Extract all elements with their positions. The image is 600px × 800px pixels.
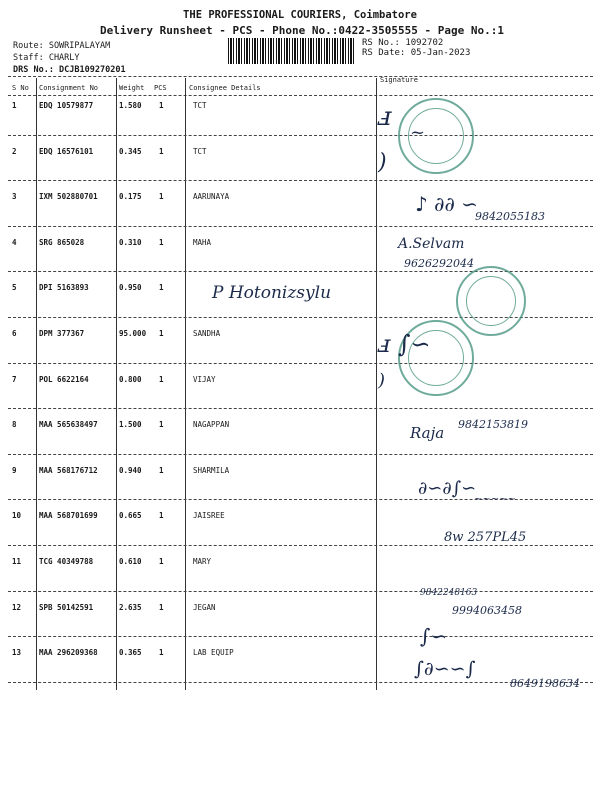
row-consignee: AARUNAYA [193,192,230,202]
row-pcs: 1 [159,146,164,156]
row-pcs: 1 [159,101,164,110]
col-divider [376,78,377,690]
handwritten-name: A.Selvam [398,236,465,252]
col-header-signature: Signature [380,76,418,84]
row-weight: 2.635 [119,602,142,612]
handwritten-phone: 9842248163 [420,588,478,598]
row-consignment-number: TCG 40349788 [39,557,94,566]
company-seal-stamp [456,266,526,336]
row-consignee: SHARMILA [193,465,230,475]
signature-scribble: ) [378,150,387,175]
row-consignment-number: DPI 5163893 [39,283,89,293]
row-serial-number: 7 [12,374,17,384]
row-weight: 1.580 [119,101,142,110]
row-weight: 0.940 [119,465,142,475]
table-top-rule [8,76,593,77]
row-consignee: LAB EQUIP [193,648,234,658]
row-divider [8,591,593,592]
row-consignment-number: SRG 865028 [39,237,85,247]
signature-scribble: ~~~~~ [474,494,516,505]
row-consignee: TCT [193,101,207,110]
route: Route: SOWRIPALAYAM [13,41,111,51]
col-divider [185,78,186,690]
row-weight: 1.500 [119,420,142,430]
row-consignment-number: DPM 377367 [39,329,85,338]
signature-scribble: ∫∂∽∽∫ [414,658,476,680]
row-consignee: NAGAPPAN [193,420,230,430]
row-pcs: 1 [159,237,164,247]
staff: Staff: CHARLY [13,53,80,63]
rs-number: RS No.: 1092702 [362,38,444,48]
row-divider [8,226,593,227]
col-header-sno: S No [12,84,29,92]
row-consignee: SANDHA [193,329,221,338]
row-divider [8,682,593,683]
handwritten-phone: 8649198634 [510,677,580,690]
row-pcs: 1 [159,557,164,566]
row-serial-number: 1 [12,101,17,110]
signature-scribble: ⅎ [378,102,392,132]
row-divider [8,545,593,546]
row-consignee: JEGAN [193,602,216,612]
row-consignment-number: MAA 565638497 [39,420,98,430]
signature-scribble: ) [378,370,386,391]
row-consignee: VIJAY [193,374,216,384]
signature-scribble: ∂∽∂∫∽ [418,478,477,499]
row-serial-number: 4 [12,237,17,247]
handwritten-note: 8w 257PL45 [444,530,527,545]
row-weight: 0.175 [119,192,142,202]
row-serial-number: 10 [12,511,22,521]
row-pcs: 1 [159,374,164,384]
col-header-consignee: Consignee Details [189,84,261,92]
row-serial-number: 6 [12,329,17,338]
row-consignee: TCT [193,146,207,156]
row-weight: 0.950 [119,283,142,293]
row-pcs: 1 [159,192,164,202]
row-serial-number: 9 [12,465,17,475]
row-divider [8,454,593,455]
row-divider [8,180,593,181]
rs-date: RS Date: 05-Jan-2023 [362,48,471,58]
row-pcs: 1 [159,283,164,293]
handwritten-signature: P Hotonizsylu [212,283,332,303]
col-divider [116,78,117,690]
row-serial-number: 2 [12,146,17,156]
row-weight: 0.310 [119,237,142,247]
row-consignment-number: EDQ 10579877 [39,101,94,110]
col-header-pcs: PCS [154,84,167,92]
row-weight: 0.365 [119,648,142,658]
handwritten-phone: 9842153819 [458,418,528,431]
col-divider [36,78,37,690]
row-weight: 0.800 [119,374,142,384]
row-consignee: MAHA [193,237,212,247]
barcode [228,38,356,64]
row-pcs: 1 [159,465,164,475]
row-serial-number: 5 [12,283,17,293]
row-serial-number: 11 [12,557,22,566]
row-consignment-number: MAA 568701699 [39,511,98,521]
handwritten-phone: 9626292044 [404,257,474,270]
row-pcs: 1 [159,648,164,658]
table-header-rule [8,95,593,96]
signature-scribble: ♪ ∂∂ ∽ [415,192,478,216]
row-weight: 0.345 [119,146,142,156]
row-weight: 0.610 [119,557,142,566]
row-consignee: JAISREE [193,511,225,521]
row-divider [8,135,593,136]
row-consignment-number: POL 6622164 [39,374,89,384]
row-consignment-number: EDQ 16576101 [39,146,94,156]
runsheet-subtitle: Delivery Runsheet - PCS - Phone No.:0422-3505555 - Page No.:1 [100,24,504,37]
row-consignment-number: MAA 568176712 [39,465,98,475]
row-divider [8,636,593,637]
col-header-weight: Weight [119,84,145,92]
row-serial-number: 8 [12,420,17,430]
row-pcs: 1 [159,420,164,430]
row-weight: 95.000 [119,329,147,338]
handwritten-phone: 9842055183 [475,210,545,223]
row-serial-number: 13 [12,648,22,658]
drs-number: DRS No.: DCJB109270201 [13,65,126,75]
row-pcs: 1 [159,329,164,338]
handwritten-name: Raja [410,424,445,442]
row-consignee: MARY [193,557,212,566]
row-pcs: 1 [159,602,164,612]
signature-scribble: ⅎ ∫∽ [378,330,431,358]
col-header-consignment: Consignment No [39,84,99,92]
row-consignment-number: MAA 296209368 [39,648,98,658]
row-consignment-number: SPB 50142591 [39,602,94,612]
handwritten-phone: 9994063458 [452,604,522,617]
row-divider [8,363,593,364]
row-divider [8,408,593,409]
row-serial-number: 12 [12,602,22,612]
row-weight: 0.665 [119,511,142,521]
row-consignment-number: IXM 502880701 [39,192,98,202]
row-pcs: 1 [159,511,164,521]
company-title: THE PROFESSIONAL COURIERS, Coimbatore [183,9,417,21]
signature-scribble: ∫∽ [420,624,448,648]
row-serial-number: 3 [12,192,17,202]
signature-scribble: ~ [410,122,426,143]
